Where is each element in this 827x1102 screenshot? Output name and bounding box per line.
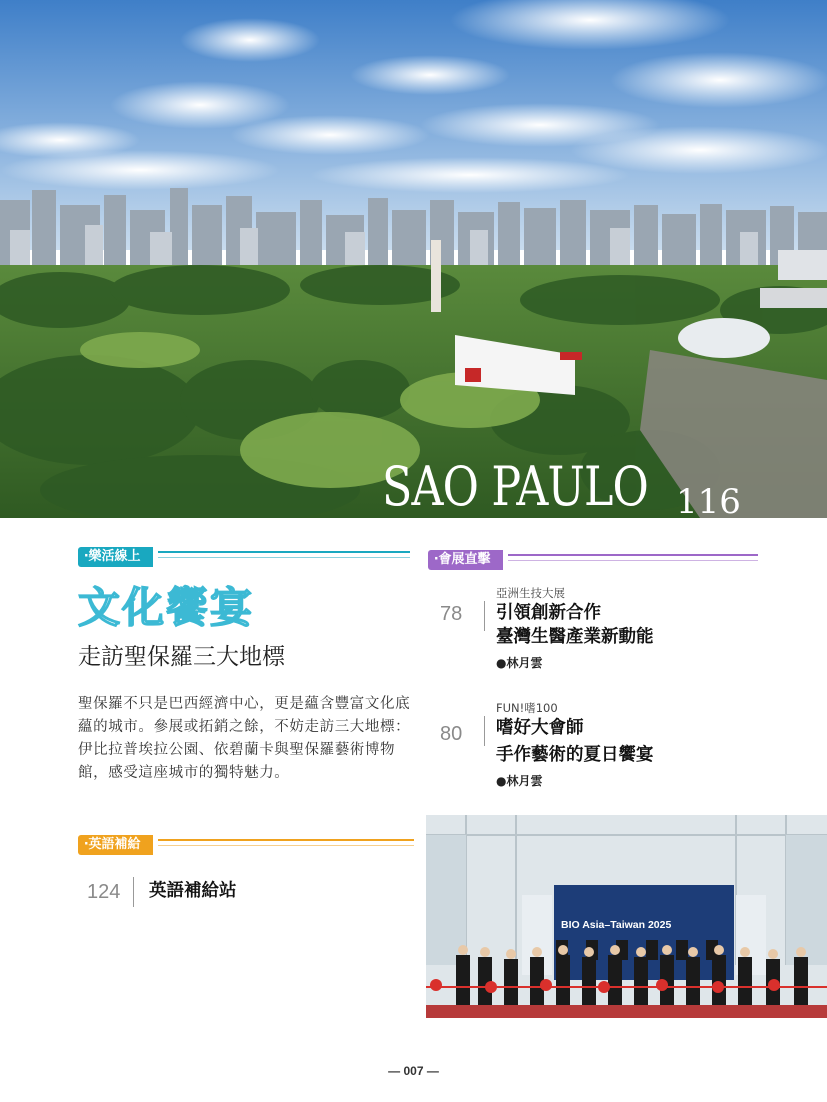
entry-title-line2[interactable]: 臺灣生醫產業新動能 — [496, 627, 654, 647]
tag-rule-thin — [158, 557, 410, 558]
section-tag-leisure — [78, 547, 410, 567]
section-tag-expo — [428, 550, 758, 570]
tag-label: ‧樂活線上 — [78, 547, 153, 567]
bio-asia-event-photo — [426, 815, 827, 1018]
entry-title[interactable]: 英語補給站 — [149, 881, 237, 901]
tag-label: ‧會展直擊 — [428, 550, 503, 570]
entry-page-number[interactable]: 124 — [87, 881, 121, 903]
entry-page-number[interactable]: 78 — [440, 603, 463, 625]
hero-page-number: 116 — [676, 482, 741, 518]
entry-kicker: FUN!嗜100 — [496, 701, 558, 715]
entry-author: ●林月雲 — [496, 656, 543, 670]
footer-page-number: — 007 — — [388, 1064, 439, 1078]
entry-title-line2[interactable]: 手作藝術的夏日饗宴 — [496, 745, 654, 765]
event-photo-image — [426, 815, 827, 1018]
tag-rule — [158, 839, 414, 841]
entry-divider — [484, 716, 485, 746]
tag-rule — [508, 554, 758, 556]
tag-rule-thin — [158, 845, 414, 846]
entry-divider — [133, 877, 134, 907]
entry-title-line1[interactable]: 引領創新合作 — [496, 603, 601, 623]
sao-paulo-cityscape-image — [0, 0, 827, 518]
entry-kicker: 亞洲生技大展 — [496, 586, 565, 600]
feature-headline[interactable]: 文化饗宴 — [78, 583, 255, 632]
hero-photo — [0, 0, 827, 518]
tag-rule — [158, 551, 410, 553]
entry-page-number[interactable]: 80 — [440, 723, 463, 745]
entry-author: ●林月雲 — [496, 774, 543, 788]
event-banner-text: BIO Asia–Taiwan 2025 — [561, 919, 672, 931]
tag-label: ‧英語補給 — [78, 835, 153, 855]
section-tag-english — [78, 835, 414, 855]
tag-rule-thin — [508, 560, 758, 561]
entry-title-line1[interactable]: 嗜好大會師 — [496, 718, 584, 738]
entry-divider — [484, 601, 485, 631]
feature-body: 聖保羅不只是巴西經濟中心，更是蘊含豐富文化底蘊的城市。參展或拓銷之餘，不妨走訪三大地標：伊比拉普埃拉公園、依碧蘭卡與聖保羅藝術博物館，感受這座城市的獨特魅力。 — [78, 696, 411, 781]
hero-title: SAO PAULO — [382, 455, 649, 518]
feature-subtitle: 走訪聖保羅三大地標 — [78, 644, 285, 670]
